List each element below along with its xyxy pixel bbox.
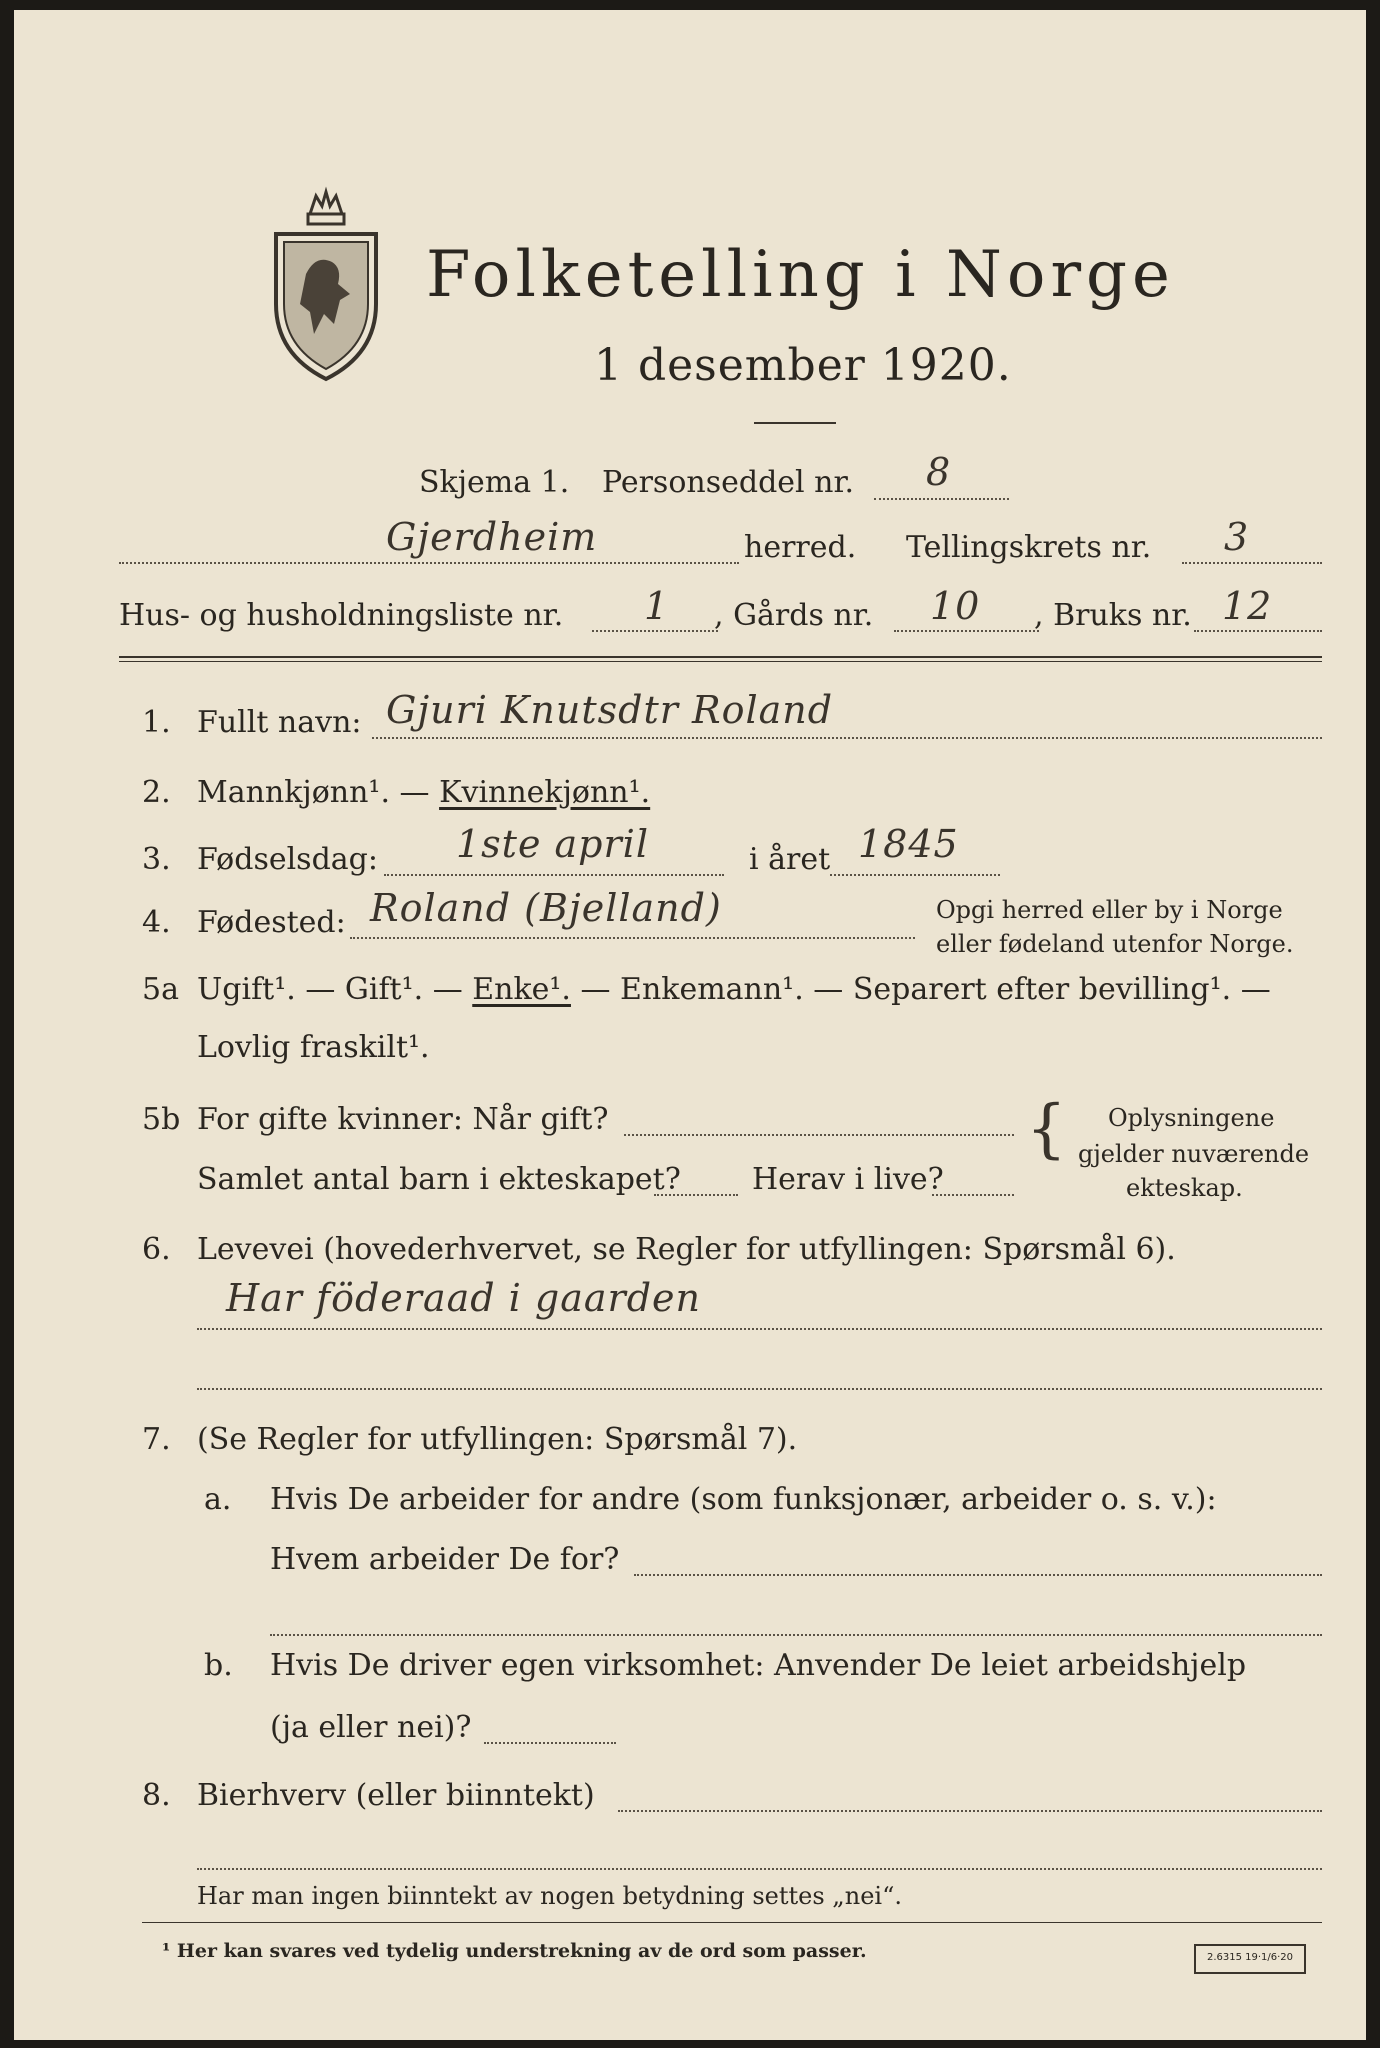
q6-line2[interactable] xyxy=(197,1388,1322,1390)
q7a-letter: a. xyxy=(204,1482,232,1517)
q3-day-line xyxy=(384,874,724,876)
q3-birthday[interactable]: 1ste april xyxy=(456,822,649,866)
q2-mannkjonn[interactable]: Mannkjønn¹. xyxy=(197,775,390,810)
q6-number: 6. xyxy=(142,1232,171,1267)
tellingskrets-label: Tellingskrets nr. xyxy=(906,530,1152,565)
q5b-herav-line[interactable] xyxy=(932,1194,1014,1196)
skjema-label: Skjema 1. xyxy=(419,465,570,500)
q3-number: 3. xyxy=(142,842,171,877)
q7-number: 7. xyxy=(142,1422,171,1457)
q2-separator: — xyxy=(390,775,440,810)
q4-note-line2: eller fødeland utenfor Norge. xyxy=(936,930,1294,958)
herred-line xyxy=(119,562,739,564)
q8-number: 8. xyxy=(142,1778,171,1813)
bruks-label: , Bruks nr. xyxy=(1034,598,1192,633)
q7a-question: Hvis De arbeider for andre (som funksjonær, arbeider o. s. v.): xyxy=(270,1482,1217,1517)
husholdningsliste-value[interactable]: 1 xyxy=(644,584,670,628)
q5a-lovlig-fraskilt[interactable]: Lovlig fraskilt¹. xyxy=(197,1030,430,1065)
norwegian-coat-of-arms-icon xyxy=(266,184,386,384)
q8-line1[interactable] xyxy=(618,1810,1322,1812)
q4-label: Fødested: xyxy=(197,905,346,940)
bruks-value[interactable]: 12 xyxy=(1222,584,1273,628)
tellingskrets-value[interactable]: 3 xyxy=(1224,515,1250,559)
herred-label: herred. xyxy=(744,530,857,565)
q3-birth-year[interactable]: 1845 xyxy=(858,822,959,866)
q5a-enkemann[interactable]: Enkemann¹. xyxy=(620,972,804,1007)
q1-number: 1. xyxy=(142,705,171,740)
q5a-options: Ugift¹. — Gift¹. — Enke¹. — Enkemann¹. — Separert efter bevilling¹. — xyxy=(197,972,1271,1007)
q7b-letter: b. xyxy=(204,1648,233,1683)
q7a-line1[interactable] xyxy=(634,1574,1322,1576)
q4-birthplace[interactable]: Roland (Bjelland) xyxy=(370,886,722,930)
q8-note: Har man ingen biinntekt av nogen betydning settes „nei“. xyxy=(197,1882,902,1910)
q3-year-label: i året xyxy=(749,842,831,877)
q7-label: (Se Regler for utfyllingen: Spørsmål 7). xyxy=(197,1422,798,1457)
q5a-ugift[interactable]: Ugift¹. xyxy=(197,972,296,1007)
footnote-rule xyxy=(142,1922,1322,1923)
q5b-herav-label: Herav i live? xyxy=(752,1162,944,1197)
q5a-number: 5a xyxy=(142,972,179,1007)
q1-label: Fullt navn: xyxy=(197,705,362,740)
q5b-brace-icon: { xyxy=(1026,1092,1067,1166)
q5b-number: 5b xyxy=(142,1102,181,1137)
bruks-line xyxy=(1194,630,1322,632)
husholdningsliste-line xyxy=(592,630,718,632)
q4-line xyxy=(350,937,915,939)
q5b-note-line1: Oplysningene xyxy=(1108,1104,1275,1132)
q2-options xyxy=(197,775,650,810)
q5b-barn-line[interactable] xyxy=(654,1194,738,1196)
q5a-separert[interactable]: Separert efter bevilling¹. xyxy=(852,972,1232,1007)
q3-year-line xyxy=(830,874,1000,876)
q7b-question: Hvis De driver egen virksomhet: Anvender De leiet arbeidshjelp xyxy=(270,1648,1247,1683)
personseddel-value[interactable]: 8 xyxy=(926,450,952,494)
q5b-nar-gift-line[interactable] xyxy=(624,1134,1014,1136)
q7b-question-2: (ja eller nei)? xyxy=(270,1710,472,1745)
footnote: ¹ Her kan svares ved tydelig understrekning av de ord som passer. xyxy=(162,1940,867,1962)
q3-label: Fødselsdag: xyxy=(197,842,378,877)
q4-number: 4. xyxy=(142,905,171,940)
q5a-enke[interactable]: Enke¹. xyxy=(472,972,571,1007)
census-date: 1 desember 1920. xyxy=(594,340,1012,391)
gards-line xyxy=(894,630,1039,632)
q7a-line2[interactable] xyxy=(270,1634,1322,1636)
printer-stamp: 2.6315 19·1/6·20 xyxy=(1194,1944,1306,1974)
title-divider xyxy=(754,422,836,424)
gards-value[interactable]: 10 xyxy=(930,584,981,628)
header-rule-bottom xyxy=(119,661,1322,662)
gards-label: , Gårds nr. xyxy=(714,598,874,633)
q6-occupation[interactable]: Har föderaad i gaarden xyxy=(226,1276,701,1320)
q2-number: 2. xyxy=(142,775,171,810)
q5a-gift[interactable]: Gift¹. xyxy=(344,972,424,1007)
q5b-note-line2: gjelder nuværende xyxy=(1078,1140,1310,1168)
herred-value[interactable]: Gjerdheim xyxy=(386,515,598,559)
q6-label: Levevei (hovederhvervet, se Regler for utfyllingen: Spørsmål 6). xyxy=(197,1232,1176,1267)
q1-full-name[interactable]: Gjuri Knutsdtr Roland xyxy=(386,688,834,732)
q8-line2[interactable] xyxy=(197,1868,1322,1870)
q1-line xyxy=(372,737,1322,739)
census-form xyxy=(14,10,1366,2040)
q5b-nar-gift-label: For gifte kvinner: Når gift? xyxy=(197,1102,609,1137)
personseddel-label: Personseddel nr. xyxy=(602,465,855,500)
tellingskrets-line xyxy=(1182,562,1322,564)
personseddel-line xyxy=(874,498,1009,500)
q7a-question-2: Hvem arbeider De for? xyxy=(270,1542,620,1577)
q4-note-line1: Opgi herred eller by i Norge xyxy=(936,896,1283,924)
form-title: Folketelling i Norge xyxy=(426,238,1175,312)
q5b-barn-label: Samlet antal barn i ekteskapet? xyxy=(197,1162,681,1197)
husholdningsliste-label: Hus- og husholdningsliste nr. xyxy=(119,598,564,633)
q2-kvinnekjonn[interactable]: Kvinnekjønn¹. xyxy=(439,775,651,810)
q7b-line[interactable] xyxy=(484,1742,616,1744)
q5b-note-line3: ekteskap. xyxy=(1126,1174,1243,1202)
header-rule-top xyxy=(119,656,1322,658)
q6-line1 xyxy=(197,1328,1322,1330)
q8-label: Bierhverv (eller biinntekt) xyxy=(197,1778,595,1813)
